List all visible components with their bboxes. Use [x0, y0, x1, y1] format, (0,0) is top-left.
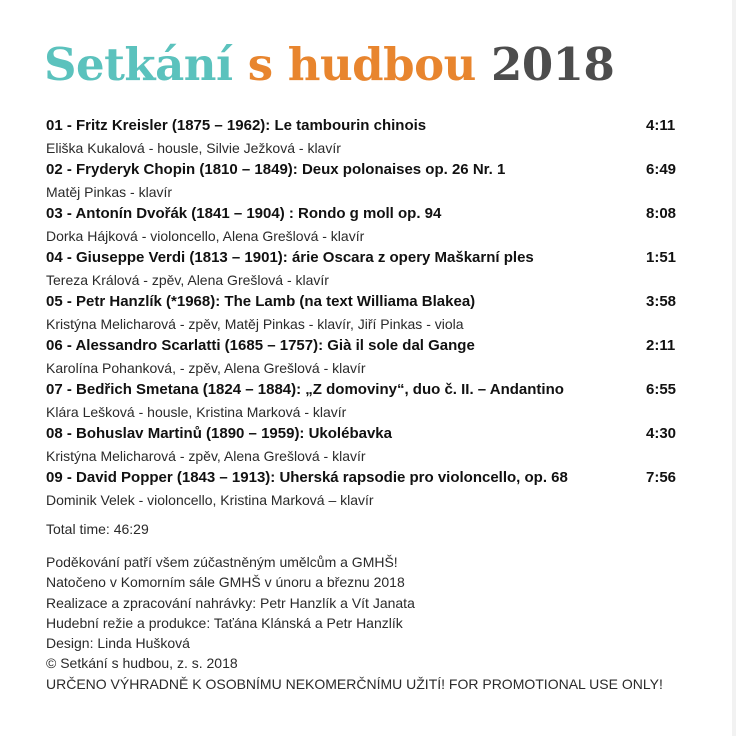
- credit-copyright: © Setkání s hudbou, z. s. 2018: [46, 655, 238, 672]
- track-duration: 7:56: [646, 469, 677, 486]
- track-duration: 6:49: [646, 161, 677, 178]
- track-item: [46, 247, 686, 291]
- track-duration: 3:58: [646, 293, 677, 310]
- track-item: [46, 423, 686, 467]
- credit-recorded: Natočeno v Komorním sále GMHŠ v únoru a březnu 2018: [46, 574, 405, 591]
- track-title: 04 - Giuseppe Verdi (1813 – 1901): árie Oscara z opery Maškarní ples: [46, 249, 534, 266]
- credit-production: Realizace a zpracování nahrávky: Petr Hanzlík a Vít Janata: [46, 594, 415, 611]
- track-title: 07 - Bedřich Smetana (1824 – 1884): „Z domoviny“, duo č. II. – Andantino: [46, 381, 564, 398]
- track-performers: Kristýna Melicharová - zpěv, Matěj Pinkas - klavír, Jiří Pinkas - viola: [46, 316, 464, 332]
- track-header: [46, 379, 686, 401]
- track-header: [46, 335, 686, 357]
- track-item: [46, 467, 686, 511]
- title-part-s-hudbou: s hudbou: [247, 38, 476, 91]
- track-title: 03 - Antonín Dvořák (1841 – 1904) : Rondo g moll op. 94: [46, 205, 442, 222]
- track-list: [46, 115, 686, 511]
- track-item: [46, 291, 686, 335]
- track-header: [46, 115, 686, 137]
- track-performers: Kristýna Melicharová - zpěv, Alena Grešlová - klavír: [46, 448, 366, 464]
- track-duration: 1:51: [646, 249, 677, 266]
- track-performers: Karolína Pohanková, - zpěv, Alena Grešlová - klavír: [46, 360, 366, 376]
- page-title: [44, 30, 614, 100]
- track-item: [46, 379, 686, 423]
- track-title: 01 - Fritz Kreisler (1875 – 1962): Le tambourin chinois: [46, 117, 427, 134]
- track-performers: Dorka Hájková - violoncello, Alena Grešlová - klavír: [46, 228, 365, 244]
- credit-thanks: Poděkování patří všem zúčastněným umělcům a GMHŠ!: [46, 554, 398, 570]
- track-item: [46, 159, 686, 203]
- track-duration: 4:11: [646, 117, 676, 134]
- edge-stripe: [732, 0, 736, 736]
- track-header: [46, 159, 686, 181]
- track-header: [46, 203, 686, 225]
- track-header: [46, 467, 686, 489]
- track-performers: Dominik Velek - violoncello, Kristina Marková – klavír: [46, 492, 374, 508]
- track-title: 08 - Bohuslav Martinů (1890 – 1959): Ukolébavka: [46, 425, 392, 442]
- track-item: [46, 203, 686, 247]
- total-time: Total time: 46:29: [46, 521, 149, 537]
- track-item: [46, 335, 686, 379]
- credits-block: [46, 552, 726, 694]
- credit-music-direction: Hudební režie a produkce: Taťána Klánská a Petr Hanzlík: [46, 614, 403, 631]
- track-title: 05 - Petr Hanzlík (*1968): The Lamb (na text Williama Blakea): [46, 293, 476, 310]
- track-performers: Eliška Kukalová - housle, Silvie Ježková - klavír: [46, 140, 341, 156]
- track-header: [46, 291, 686, 313]
- track-title: 02 - Fryderyk Chopin (1810 – 1849): Deux polonaises op. 26 Nr. 1: [46, 161, 506, 178]
- credit-design: Design: Linda Hušková: [46, 635, 190, 652]
- track-title: 09 - David Popper (1843 – 1913): Uherská rapsodie pro violoncello, op. 68: [46, 469, 568, 486]
- track-header: [46, 247, 686, 269]
- track-item: [46, 115, 686, 159]
- track-header: [46, 423, 686, 445]
- track-duration: 2:11: [646, 337, 676, 354]
- track-duration: 6:55: [646, 381, 677, 398]
- track-duration: 4:30: [646, 425, 677, 442]
- track-title: 06 - Alessandro Scarlatti (1685 – 1757): Già il sole dal Gange: [46, 337, 475, 354]
- title-part-setkani: Setkání: [44, 38, 233, 91]
- track-performers: Matěj Pinkas - klavír: [46, 184, 173, 200]
- track-performers: Tereza Králová - zpěv, Alena Grešlová - klavír: [46, 272, 329, 288]
- title-part-year: 2018: [491, 38, 615, 91]
- track-performers: Klára Lešková - housle, Kristina Marková - klavír: [46, 404, 347, 420]
- credit-usage-notice: URČENO VÝHRADNĚ K OSOBNÍMU NEKOMERČNÍMU UŽITÍ! FOR PROMOTIONAL USE ONLY!: [46, 675, 663, 692]
- track-duration: 8:08: [646, 205, 677, 222]
